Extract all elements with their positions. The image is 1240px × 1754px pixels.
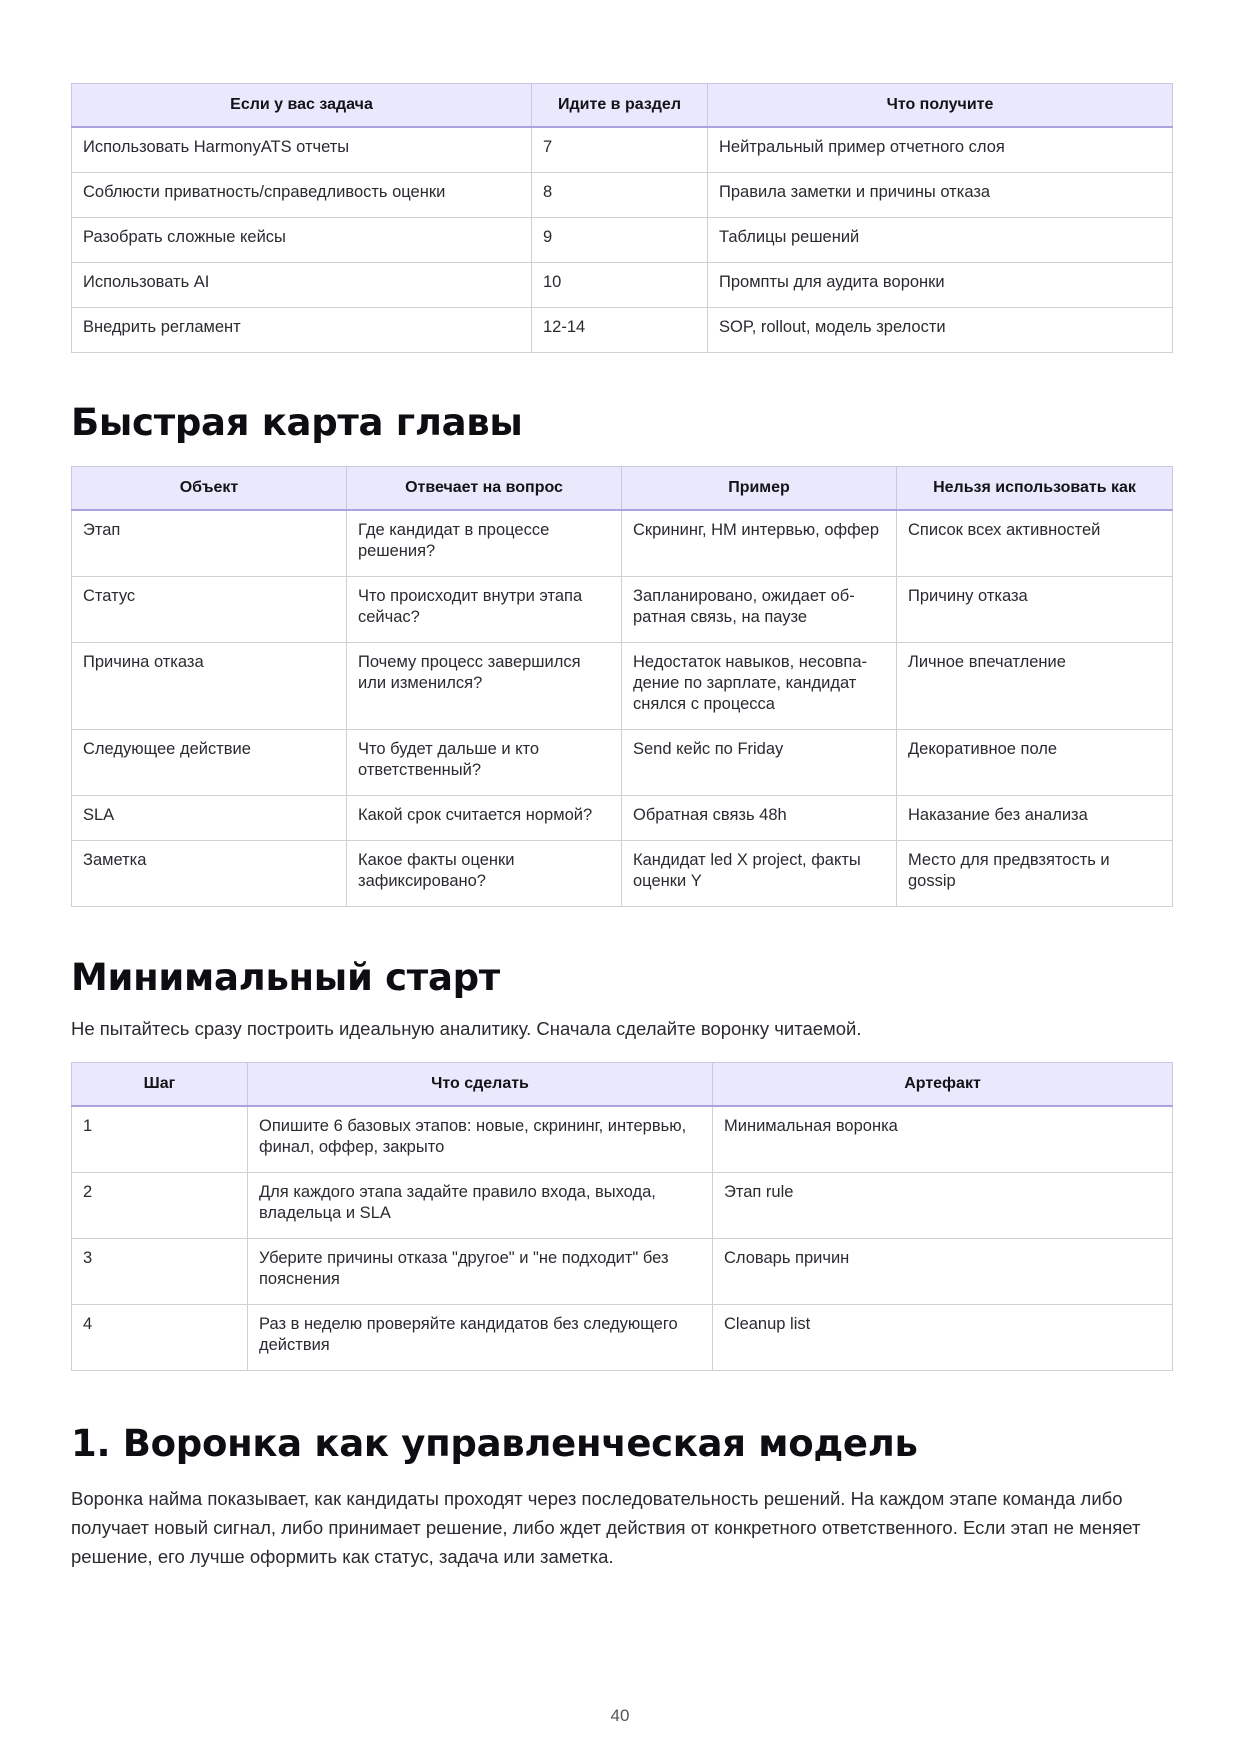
table-cell: Декоративное поле <box>897 730 1173 796</box>
table-cell: Какой срок считается нормой? <box>347 796 622 841</box>
table-cell: Кандидат led X project, факты оценки Y <box>622 841 897 907</box>
table-cell: SOP, rollout, модель зрелости <box>708 308 1173 353</box>
table-cell: Запланировано, ожидает обратная связь, на паузе <box>622 577 897 643</box>
table-cell: 3 <box>72 1239 248 1305</box>
table-cell: 9 <box>532 218 708 263</box>
table-cell: Наказание без анализа <box>897 796 1173 841</box>
table-cell: 10 <box>532 263 708 308</box>
column-header: Объект <box>72 467 347 511</box>
table-cell: 7 <box>532 127 708 173</box>
table-cell: 2 <box>72 1173 248 1239</box>
table-row <box>72 127 1173 173</box>
table-cell: Личное впечатление <box>897 643 1173 730</box>
table-row <box>72 730 1173 796</box>
table-row <box>72 643 1173 730</box>
table-header-row <box>72 84 1173 128</box>
table-cell: Следующее действие <box>72 730 347 796</box>
min-start-table <box>71 1062 1173 1371</box>
table-cell: Где кандидат в процессе решения? <box>347 510 622 577</box>
table-cell: Заметка <box>72 841 347 907</box>
table-cell: Какое факты оценки зафиксировано? <box>347 841 622 907</box>
section-heading-fast-map: Быстрая карта главы <box>71 401 523 444</box>
column-header: Отвечает на вопрос <box>347 467 622 511</box>
table-cell: Использовать AI <box>72 263 532 308</box>
section-lead-text: Не пытайтесь сразу построить идеальную аналитику. Сначала сделайте воронку читаемой. <box>71 1018 862 1039</box>
table-header-row <box>72 467 1173 511</box>
table-cell: Промпты для аудита воронки <box>708 263 1173 308</box>
table-cell: Внедрить регламент <box>72 308 532 353</box>
column-header: Пример <box>622 467 897 511</box>
table-cell: Нейтральный пример отчетного слоя <box>708 127 1173 173</box>
table-row <box>72 1173 1173 1239</box>
document-page <box>71 83 1172 1590</box>
table-cell: Почему процесс завершился или изменился? <box>347 643 622 730</box>
table-row <box>72 841 1173 907</box>
column-header: Что получите <box>708 84 1173 128</box>
table-cell: Cleanup list <box>713 1305 1173 1371</box>
table-cell: Список всех активностей <box>897 510 1173 577</box>
table-cell: Использовать HarmonyATS отчеты <box>72 127 532 173</box>
section-heading-funnel: 1. Воронка как управленческая модель <box>71 1422 918 1465</box>
table-cell: 4 <box>72 1305 248 1371</box>
table-cell: Что будет дальше и кто ответственный? <box>347 730 622 796</box>
table-cell: Статус <box>72 577 347 643</box>
column-header: Идите в раздел <box>532 84 708 128</box>
section-paragraph: Воронка найма показывает, как кандидаты проходят через последовательность решений. На каждом этапе команда либо получает новый сигнал, либо принимает решение, либо ждет действия от конкретного ответственного. Если этап не меняет решение, его лучше оформить как статус, задача или заметка. <box>71 1488 1141 1567</box>
table-cell: SLA <box>72 796 347 841</box>
table-cell: Словарь причин <box>713 1239 1173 1305</box>
table-row <box>72 1239 1173 1305</box>
column-header: Нельзя использовать как <box>897 467 1173 511</box>
table-cell: 12-14 <box>532 308 708 353</box>
table-cell: Раз в неделю проверяйте кандидатов без следующего действия <box>248 1305 713 1371</box>
table-cell: Скрининг, HM интервью, оффер <box>622 510 897 577</box>
table-cell: Причину отказа <box>897 577 1173 643</box>
table-row <box>72 263 1173 308</box>
table-row <box>72 173 1173 218</box>
table-cell: Этап rule <box>713 1173 1173 1239</box>
table-cell: Уберите причины отказа "другое" и "не подходит" без пояснения <box>248 1239 713 1305</box>
column-header: Если у вас задача <box>72 84 532 128</box>
table-cell: 1 <box>72 1106 248 1173</box>
column-header: Шаг <box>72 1063 248 1107</box>
column-header: Артефакт <box>713 1063 1173 1107</box>
table-row <box>72 510 1173 577</box>
table-cell: Таблицы решений <box>708 218 1173 263</box>
table-row <box>72 1106 1173 1173</box>
table-cell: Опишите 6 базовых этапов: новые, скрининг, интервью, финал, оффер, закрыто <box>248 1106 713 1173</box>
table-cell: Правила заметки и причины отказа <box>708 173 1173 218</box>
table-cell: Send кейс по Friday <box>622 730 897 796</box>
table-cell: Для каждого этапа задайте правило входа, выхода, владельца и SLA <box>248 1173 713 1239</box>
section-heading-min-start: Минимальный старт <box>71 956 500 999</box>
table-row <box>72 218 1173 263</box>
tasks-table <box>71 83 1173 353</box>
table-cell: Минимальная воронка <box>713 1106 1173 1173</box>
table-cell: Соблюсти приватность/справедливость оценки <box>72 173 532 218</box>
table-cell: Причина отказа <box>72 643 347 730</box>
table-row <box>72 308 1173 353</box>
table-cell: 8 <box>532 173 708 218</box>
table-header-row <box>72 1063 1173 1107</box>
table-row <box>72 796 1173 841</box>
table-cell: Место для предвзятость и gossip <box>897 841 1173 907</box>
table-cell: Этап <box>72 510 347 577</box>
column-header: Что сделать <box>248 1063 713 1107</box>
table-row <box>72 1305 1173 1371</box>
table-cell: Что происходит внутри этапа сейчас? <box>347 577 622 643</box>
page-number: 40 <box>610 1706 630 1725</box>
table-cell: Разобрать сложные кейсы <box>72 218 532 263</box>
fast-map-table <box>71 466 1173 907</box>
table-cell: Обратная связь 48h <box>622 796 897 841</box>
table-row <box>72 577 1173 643</box>
table-cell: Недостаток навыков, несовпадение по зарплате, кандидат снялся с процесса <box>622 643 897 730</box>
